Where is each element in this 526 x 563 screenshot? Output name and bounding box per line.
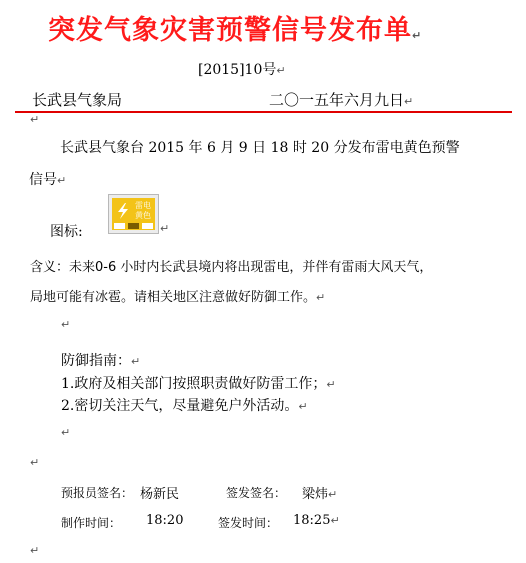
warning-signal-badge <box>112 198 155 230</box>
lightning-bolt-icon <box>114 202 132 220</box>
defense-guide-title: 防御指南：↵ <box>61 353 141 369</box>
meaning-line1: 含义：未来0-6 小时内长武县境内将出现雷电，并伴有雷雨大风天气， <box>30 260 433 275</box>
issuing-agency: 长武县气象局 <box>32 91 123 109</box>
paragraph-mark: ↵ <box>30 456 40 469</box>
made-time-value: 18:20 <box>146 513 184 528</box>
paragraph-mark: ↵ <box>61 318 71 331</box>
document-number: [2015]10号↵ <box>198 62 286 78</box>
signal-text-top: 雷电 <box>135 201 151 210</box>
paragraph-mark: ↵ <box>30 113 40 126</box>
thunder-yellow-warning-icon <box>108 194 159 234</box>
red-separator-line <box>15 111 512 113</box>
signer-name: 梁炜↵ <box>302 487 338 502</box>
icon-label: 图标: <box>50 224 83 240</box>
paragraph-mark: ↵ <box>160 222 170 235</box>
signer-label: 签发签名： <box>226 486 287 500</box>
issue-statement-line1: 长武县气象台 2015 年 6 月 9 日 18 时 20 分发布雷电黄色预警 <box>60 140 460 156</box>
issue-time-value: 18:25↵ <box>293 513 340 528</box>
meaning-line2: 局地可能有冰雹。请相关地区注意做好防御工作。↵ <box>30 290 326 305</box>
issue-time-label: 签发时间： <box>218 516 279 530</box>
forecaster-name: 杨新民 <box>140 487 180 502</box>
document-title: 突发气象灾害预警信号发布单↵ <box>48 15 423 46</box>
paragraph-mark: ↵ <box>61 426 71 439</box>
made-time-label: 制作时间： <box>61 516 122 530</box>
paragraph-mark: ↵ <box>30 544 40 557</box>
defense-guide-item: 2.密切关注天气，尽量避免户外活动。↵ <box>61 398 308 414</box>
signal-text-bottom: 黄色 <box>135 211 151 220</box>
forecaster-label: 预报员签名： <box>61 486 134 500</box>
issue-statement-line2: 信号↵ <box>29 172 67 188</box>
issue-date: 二〇一五年六月九日↵ <box>269 91 414 109</box>
defense-guide-item: 1.政府及相关部门按照职责做好防雷工作；↵ <box>61 376 336 392</box>
signal-level-indicator <box>114 223 153 229</box>
